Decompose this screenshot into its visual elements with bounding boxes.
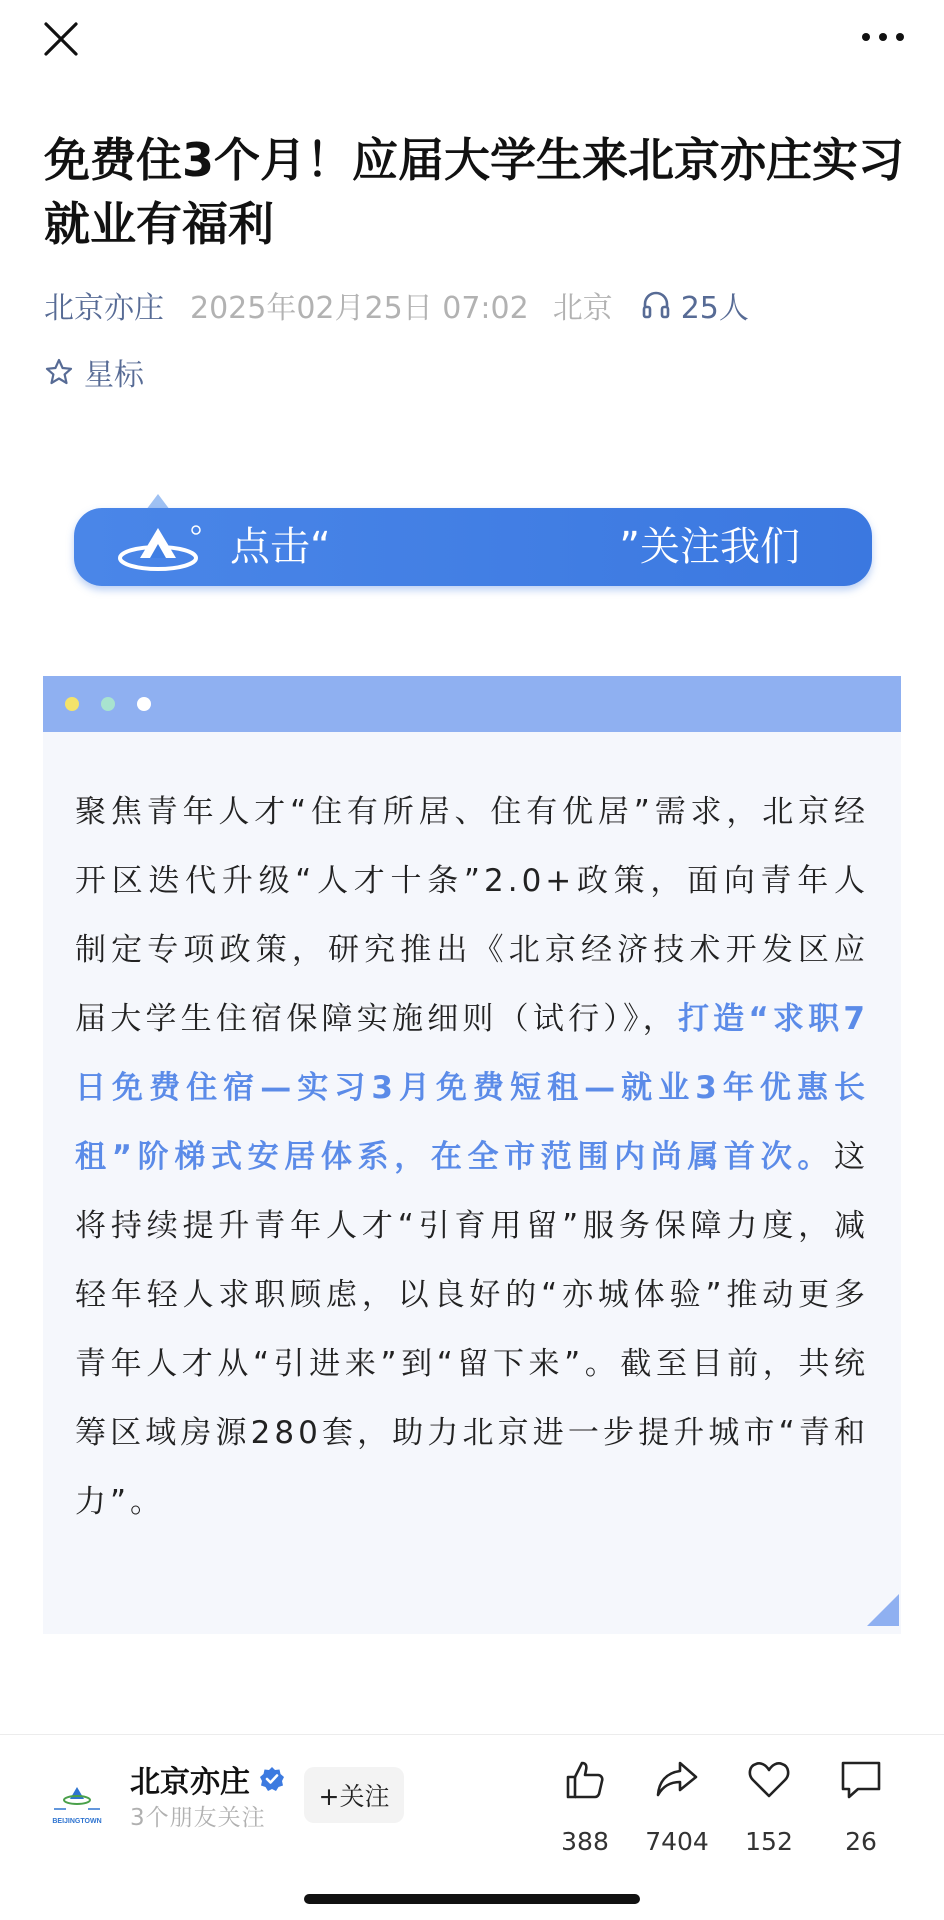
banner-text-right: ”关注我们 [619, 524, 800, 570]
beijing-yizhuang-logo-icon [118, 520, 206, 574]
content-card [43, 676, 901, 1634]
top-bar [0, 0, 944, 80]
star-label: 星标 [84, 358, 144, 393]
comment-count: 26 [845, 1827, 877, 1856]
green-dot-icon [101, 697, 115, 711]
article-title: 免费住3个月！应届大学生来北京亦庄实习就业有福利 [44, 133, 905, 251]
close-icon [38, 16, 84, 62]
like-button[interactable] [540, 1751, 630, 1861]
close-button[interactable] [38, 16, 84, 62]
comment-button[interactable] [816, 1751, 906, 1861]
highlighted-text: 打造“求职7日免费住宿—实习3月免费短租—就业3年优惠长租”阶梯式安居体系，在全市范围内尚属首次。 [75, 1001, 869, 1175]
follow-button[interactable]: +关注 [304, 1767, 404, 1823]
yellow-dot-icon [65, 697, 79, 711]
heart-icon [746, 1757, 792, 1803]
comment-icon [838, 1757, 884, 1803]
white-dot-icon [137, 697, 151, 711]
banner-text-left: 点击“ [230, 524, 331, 570]
account-name-row[interactable] [130, 1757, 286, 1801]
account-logo-text: BEIJINGTOWN [52, 1818, 102, 1825]
headphones-icon [641, 290, 671, 320]
card-header [43, 676, 901, 732]
favorite-count: 152 [745, 1827, 793, 1856]
more-icon [858, 22, 908, 52]
account-name: 北京亦庄 [130, 1765, 250, 1800]
article-meta [44, 282, 749, 328]
favorite-button[interactable] [724, 1751, 814, 1861]
author-link[interactable]: 北京亦庄 [44, 291, 164, 326]
account-avatar[interactable] [46, 1775, 108, 1837]
star-button[interactable] [44, 350, 144, 394]
listen-count: 25人 [680, 291, 749, 326]
corner-triangle [867, 1594, 899, 1626]
more-options-button[interactable] [858, 22, 908, 52]
publish-location: 北京 [552, 291, 613, 326]
card-paragraph [75, 778, 869, 1537]
paragraph-part-1: 聚焦青年人才“住有所居、住有优居”需求，北京经开区迭代升级“人才十条”2.0+政策，面向青年人制定专项政策，研究推出《北京经济技术开发区应届大学生住宿保障实施细则（试行）》， [75, 794, 869, 1037]
like-count: 388 [561, 1827, 609, 1856]
share-button[interactable] [632, 1751, 722, 1861]
thumbs-up-icon [562, 1757, 608, 1803]
verified-badge-icon [258, 1765, 286, 1793]
listen-button[interactable] [641, 283, 749, 327]
share-count: 7404 [645, 1827, 709, 1856]
publish-date: 2025年02月25日 07:02 [190, 291, 529, 326]
follow-us-banner[interactable] [74, 494, 872, 586]
paragraph-part-2: 这将持续提升青年人才“引育用留”服务保障力度，减轻年轻人求职顾虑，以良好的“亦城体验”推动更多青年人才从“引进来”到“留下来”。截至目前，共统筹区域房源280套，助力北京进一步提升城市“青和力”。 [75, 1139, 869, 1520]
share-icon [654, 1757, 700, 1803]
home-indicator[interactable] [304, 1894, 640, 1904]
star-icon [44, 357, 74, 387]
bottom-bar [0, 1734, 944, 1920]
friends-following: 3个朋友关注 [130, 1805, 266, 1831]
